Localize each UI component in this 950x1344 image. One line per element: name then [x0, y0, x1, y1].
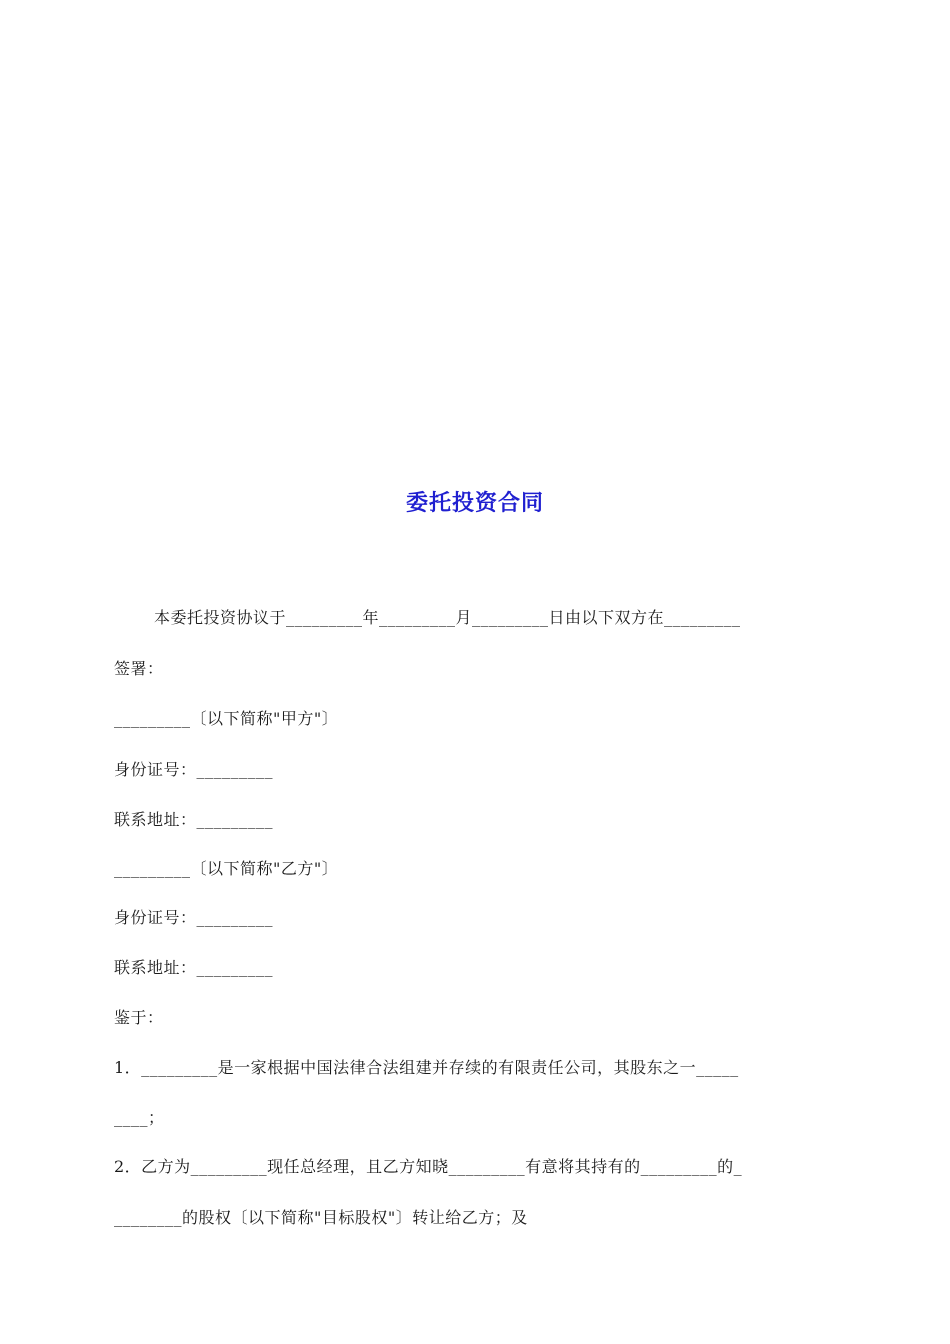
party-b-address: 联系地址：_________ — [114, 958, 274, 977]
party-a-address: 联系地址：_________ — [114, 810, 274, 829]
signing-line: 签署： — [114, 659, 164, 678]
party-b-id: 身份证号：_________ — [114, 908, 274, 927]
document-title: 委托投资合同 — [405, 490, 544, 516]
party-b-name: _________〔以下简称"乙方"〕 — [114, 859, 339, 878]
party-a-name: _________〔以下简称"甲方"〕 — [114, 709, 339, 728]
clause-1-line-2: ____； — [114, 1108, 165, 1127]
intro-line: 本委托投资协议于_________年_________月_________日由以下双方在_________ — [154, 608, 741, 627]
clause-2-line-1: 2．乙方为_________现任总经理，且乙方知晓_________有意将其持有的_________的_ — [114, 1157, 743, 1176]
clause-1-line-1: 1．_________是一家根据中国法律合法组建并存续的有限责任公司，其股东之一_____ — [114, 1058, 739, 1077]
whereas-heading: 鉴于： — [114, 1008, 164, 1027]
party-a-id: 身份证号：_________ — [114, 760, 274, 779]
clause-2-line-2: ________的股权〔以下简称"目标股权"〕转让给乙方；及 — [114, 1208, 528, 1227]
